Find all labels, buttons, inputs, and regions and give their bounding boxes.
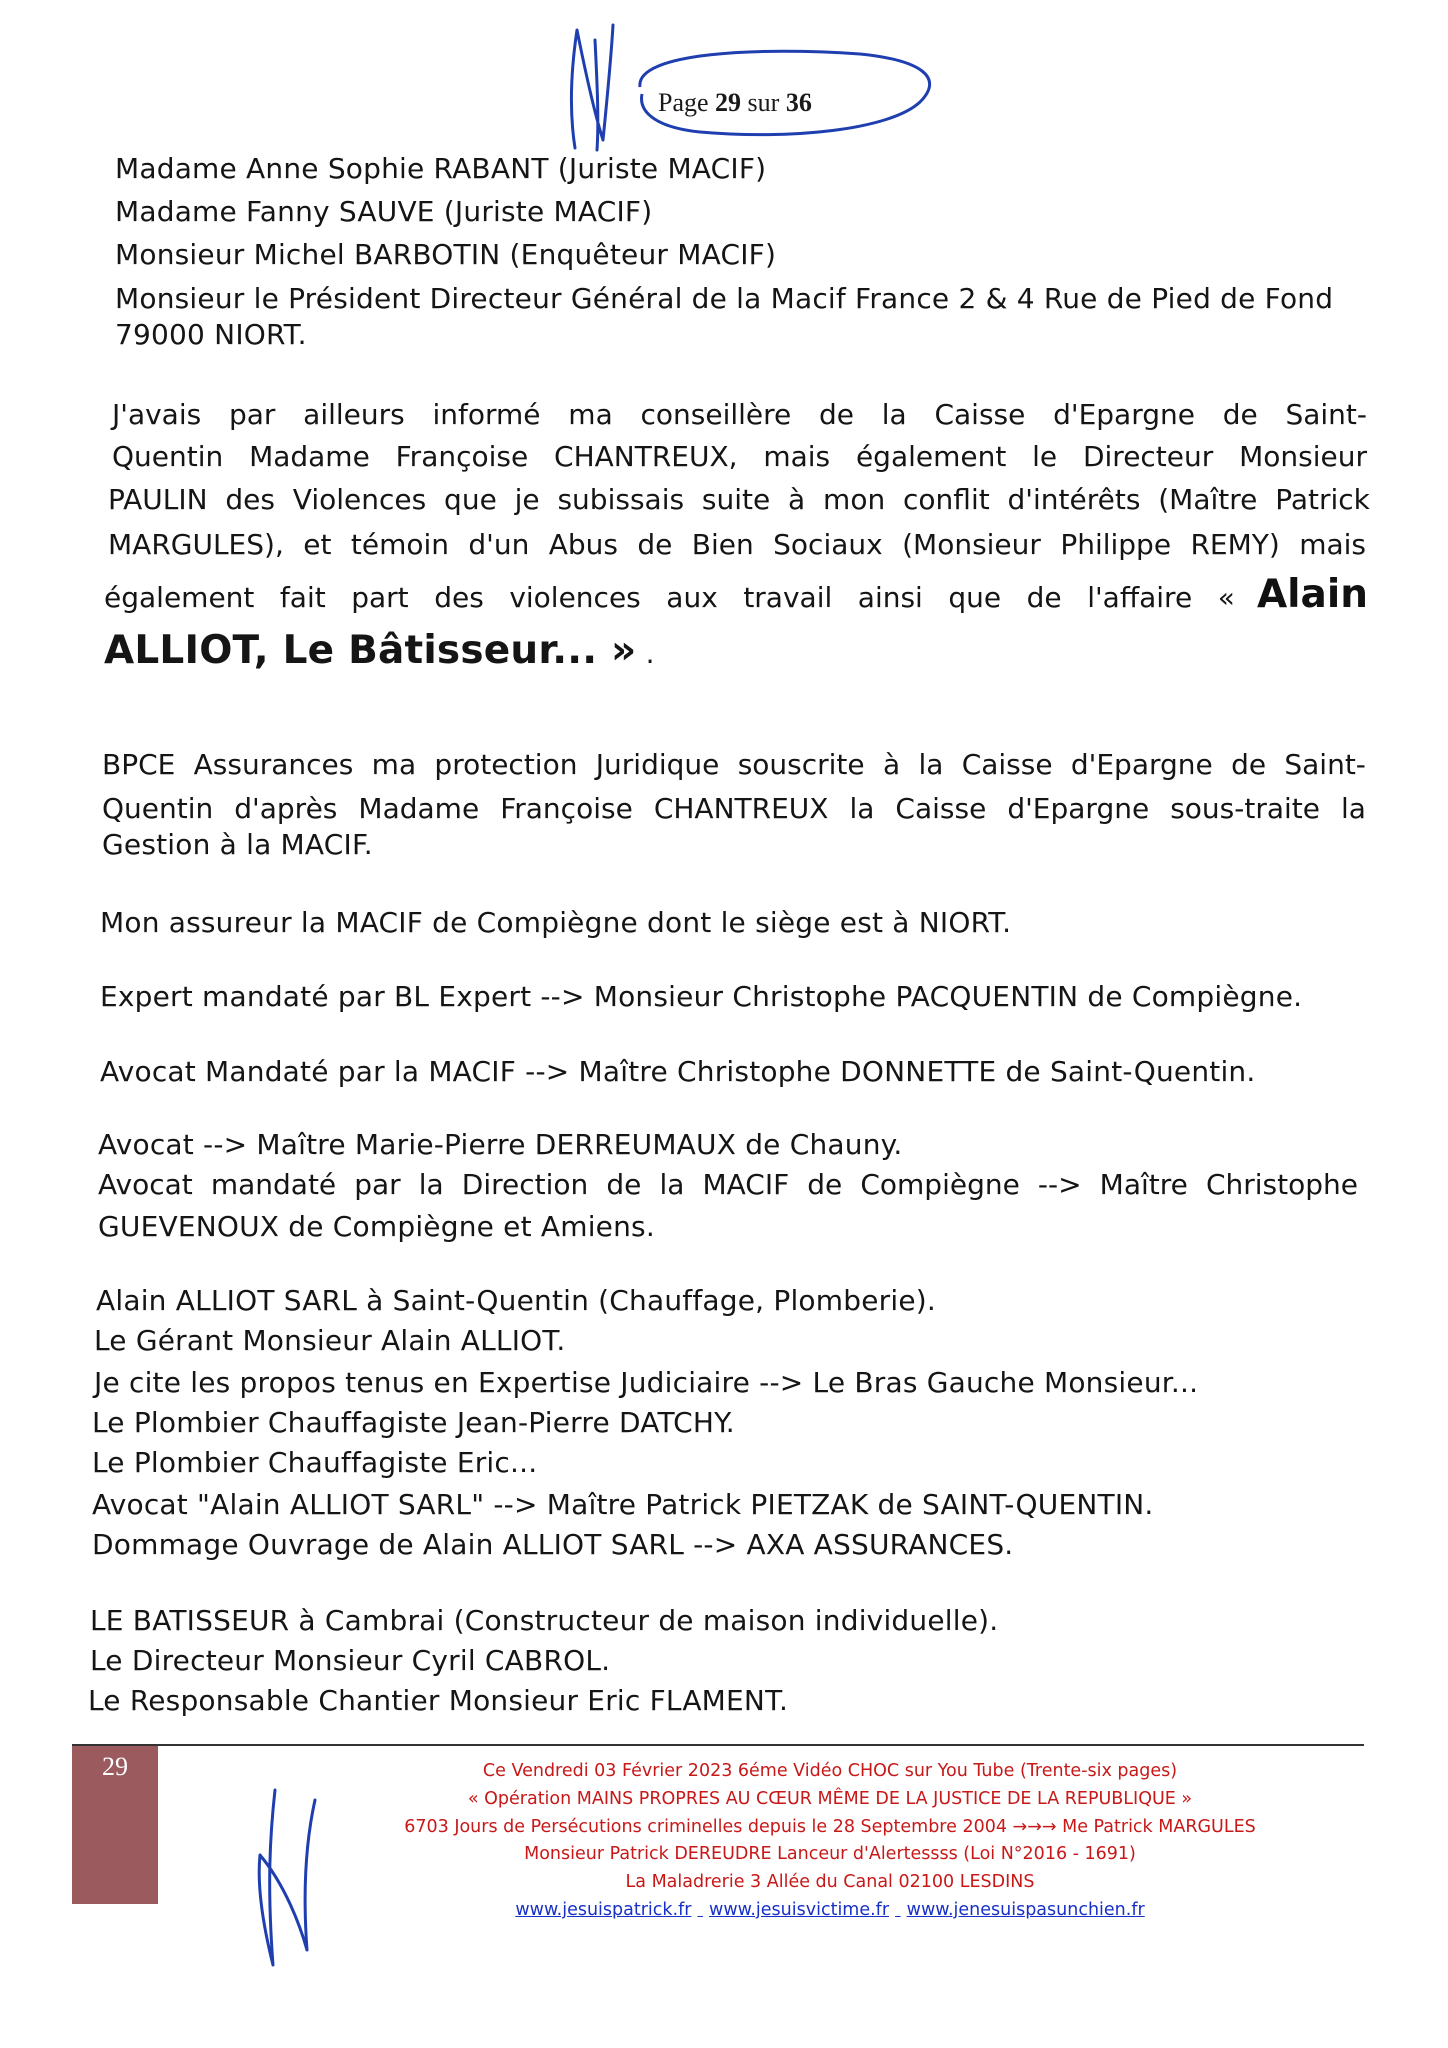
word: Quentin xyxy=(102,792,214,825)
word: protection xyxy=(434,748,578,781)
word: Maître xyxy=(1099,1168,1188,1201)
word: conflit xyxy=(903,483,990,516)
word: la xyxy=(418,1168,444,1201)
justified-line-mixed xyxy=(104,572,1368,617)
justified-line xyxy=(102,792,1366,825)
footer-line: Monsieur Patrick DEREUDRE Lanceur d'Alertessss (Loi N°2016 - 1691) xyxy=(524,1844,1136,1865)
word: d'intérêts xyxy=(1007,483,1141,516)
text-line: Avocat "Alain ALLIOT SARL" --> Maître Patrick PIETZAK de SAINT-QUENTIN. xyxy=(92,1488,1154,1521)
text-line: Je cite les propos tenus en Expertise Judiciaire --> Le Bras Gauche Monsieur... xyxy=(94,1366,1199,1399)
text-line: Mon assureur la MACIF de Compiègne dont le siège est à NIORT. xyxy=(100,906,1012,939)
word: aux xyxy=(666,581,718,614)
word: par xyxy=(354,1168,401,1201)
word: Direction xyxy=(461,1168,589,1201)
word: Saint- xyxy=(1284,748,1366,781)
word: Saint- xyxy=(1285,398,1367,431)
footer-line: La Maladrerie 3 Allée du Canal 02100 LESDINS xyxy=(625,1872,1035,1893)
word: la xyxy=(1341,792,1366,825)
word: Françoise xyxy=(500,792,633,825)
word: Bien xyxy=(691,528,754,561)
word: l'affaire xyxy=(1087,581,1193,614)
word: travail xyxy=(743,581,833,614)
justified-line xyxy=(112,398,1367,431)
word: Sociaux xyxy=(773,528,883,561)
page-number: 29 xyxy=(715,88,742,117)
text-line: Madame Fanny SAUVE (Juriste MACIF) xyxy=(115,195,653,228)
word: BPCE xyxy=(102,748,176,781)
word: d'Epargne xyxy=(1007,792,1150,825)
word: Directeur xyxy=(1082,440,1214,473)
footer-link[interactable]: www.jesuisvictime.fr xyxy=(709,1899,890,1920)
word: des xyxy=(225,483,275,516)
word: des xyxy=(434,581,484,614)
footer-line: « Opération MAINS PROPRES AU CŒUR MÊME DE LA JUSTICE DE LA REPUBLIQUE » xyxy=(467,1788,1193,1809)
word: de xyxy=(1231,748,1267,781)
text-line: Alain ALLIOT SARL à Saint-Quentin (Chauffage, Plomberie). xyxy=(96,1284,936,1317)
text-line: Gestion à la MACIF. xyxy=(102,828,373,861)
word: conseillère xyxy=(640,398,792,431)
text-line: Dommage Ouvrage de Alain ALLIOT SARL --> AXA ASSURANCES. xyxy=(92,1528,1014,1561)
word: Patrick xyxy=(1275,483,1370,516)
word: le xyxy=(1032,440,1058,473)
footer-text xyxy=(330,1758,1330,1925)
text-line: Madame Anne Sophie RABANT (Juriste MACIF) xyxy=(115,152,767,185)
text-line: Monsieur Michel BARBOTIN (Enquêteur MACIF) xyxy=(115,238,777,271)
word: d'un xyxy=(468,528,530,561)
word: Quentin xyxy=(112,440,224,473)
footer-line: Ce Vendredi 03 Février 2023 6éme Vidéo CHOC sur You Tube (Trente-six pages) xyxy=(482,1761,1178,1781)
emphasis-text: Alain xyxy=(1256,572,1368,617)
page-prefix: Page xyxy=(658,88,709,117)
footer-page-number: 29 xyxy=(102,1752,128,1781)
text-line: Le Plombier Chauffagiste Eric... xyxy=(92,1446,538,1479)
word: Caisse xyxy=(961,748,1053,781)
word: également xyxy=(855,440,1007,473)
word: la xyxy=(918,748,944,781)
word: Avocat xyxy=(98,1168,193,1201)
word: la xyxy=(881,398,907,431)
word: témoin xyxy=(350,528,449,561)
word: violences xyxy=(509,581,641,614)
word: Christophe xyxy=(1205,1168,1358,1201)
word: J'avais xyxy=(112,398,202,431)
word: mais xyxy=(763,440,831,473)
text-line: Avocat Mandaté par la MACIF --> Maître Christophe DONNETTE de Saint-Quentin. xyxy=(100,1055,1256,1088)
justified-line xyxy=(112,440,1367,473)
text-line: LE BATISSEUR à Cambrai (Constructeur de maison individuelle). xyxy=(90,1604,999,1637)
word: Compiègne xyxy=(860,1168,1020,1201)
word: de xyxy=(1026,581,1062,614)
justified-line xyxy=(98,1168,1358,1201)
word: je xyxy=(514,483,540,516)
footer-rule xyxy=(72,1744,1364,1746)
footer-link[interactable]: www.jenesuispasunchien.fr xyxy=(906,1899,1145,1920)
text-line: Le Plombier Chauffagiste Jean-Pierre DATCHY. xyxy=(92,1406,735,1439)
word: par xyxy=(228,398,276,431)
word: également xyxy=(104,581,255,614)
word: Abus xyxy=(548,528,619,561)
justified-line xyxy=(108,483,1370,516)
word: informé xyxy=(432,398,541,431)
word: REMY) xyxy=(1190,528,1280,561)
word: mandaté xyxy=(210,1168,337,1201)
word: ma xyxy=(371,748,417,781)
word: à xyxy=(788,483,806,516)
word: de xyxy=(637,528,673,561)
footer-line: 6703 Jours de Persécutions criminelles depuis le 28 Septembre 2004 →→→ Me Patrick MARGULES xyxy=(404,1816,1256,1837)
emphasis-text: ALLIOT, Le Bâtisseur... » xyxy=(104,628,637,673)
word: ainsi xyxy=(857,581,923,614)
word: Madame xyxy=(249,440,370,473)
word: (Maître xyxy=(1158,483,1258,516)
footer-link[interactable]: www.jesuispatrick.fr xyxy=(515,1899,692,1920)
word: ailleurs xyxy=(303,398,405,431)
justified-words xyxy=(104,581,1235,614)
word: Assurances xyxy=(193,748,354,781)
word: PAULIN xyxy=(108,483,208,516)
word: d'Epargne xyxy=(1053,398,1195,431)
word: que xyxy=(444,483,497,516)
word: fait xyxy=(279,581,326,614)
word: MARGULES), xyxy=(108,528,284,561)
word: Philippe xyxy=(1060,528,1172,561)
word: d'Epargne xyxy=(1070,748,1213,781)
handwritten-signature xyxy=(245,1775,335,1975)
justified-line xyxy=(102,748,1366,781)
word: la xyxy=(659,1168,685,1201)
text-line: Expert mandaté par BL Expert --> Monsieur Christophe PACQUENTIN de Compiègne. xyxy=(100,980,1303,1013)
word: Caisse xyxy=(934,398,1026,431)
page-total: 36 xyxy=(785,88,812,117)
word: part xyxy=(351,581,409,614)
word: mon xyxy=(823,483,886,516)
word: Madame xyxy=(358,792,480,825)
text-line: Le Gérant Monsieur Alain ALLIOT. xyxy=(94,1324,566,1357)
word: de xyxy=(606,1168,642,1201)
word: ma xyxy=(568,398,613,431)
word: sous-traite xyxy=(1170,792,1320,825)
emphasis-line xyxy=(104,628,655,673)
text-line: Avocat --> Maître Marie-Pierre DERREUMAUX de Chauny. xyxy=(98,1128,903,1161)
page-counter xyxy=(658,88,812,118)
text-line: Monsieur le Président Directeur Général de la Macif France 2 & 4 Rue de Pied de Fond xyxy=(115,282,1334,315)
word: Juridique xyxy=(595,748,720,781)
word: à xyxy=(882,748,901,781)
text-line: 79000 NIORT. xyxy=(115,318,307,351)
word: de xyxy=(819,398,855,431)
word: (Monsieur xyxy=(902,528,1041,561)
text-line: Le Responsable Chantier Monsieur Eric FLAMENT. xyxy=(88,1684,789,1717)
word: et xyxy=(303,528,332,561)
word: Violences xyxy=(292,483,427,516)
page-sep: sur xyxy=(747,88,780,117)
word: la xyxy=(849,792,875,825)
text-line: Le Directeur Monsieur Cyril CABROL. xyxy=(90,1644,611,1677)
word: --> xyxy=(1037,1168,1082,1201)
word: Caisse xyxy=(895,792,987,825)
word: CHANTREUX, xyxy=(554,440,738,473)
text-line: GUEVENOUX de Compiègne et Amiens. xyxy=(98,1210,655,1243)
word: mais xyxy=(1299,528,1366,561)
word: Monsieur xyxy=(1239,440,1367,473)
word: Françoise xyxy=(395,440,529,473)
word: de xyxy=(1222,398,1258,431)
word: d'après xyxy=(234,792,338,825)
word: que xyxy=(948,581,1002,614)
word: souscrite xyxy=(737,748,865,781)
word: CHANTREUX xyxy=(653,792,829,825)
word: subissais xyxy=(557,483,685,516)
word: suite xyxy=(701,483,771,516)
word: de xyxy=(807,1168,843,1201)
justified-line xyxy=(108,528,1366,561)
text-fragment: . xyxy=(645,637,655,670)
footer-links xyxy=(330,1897,1330,1925)
word: « xyxy=(1217,581,1235,614)
word: MACIF xyxy=(702,1168,790,1201)
